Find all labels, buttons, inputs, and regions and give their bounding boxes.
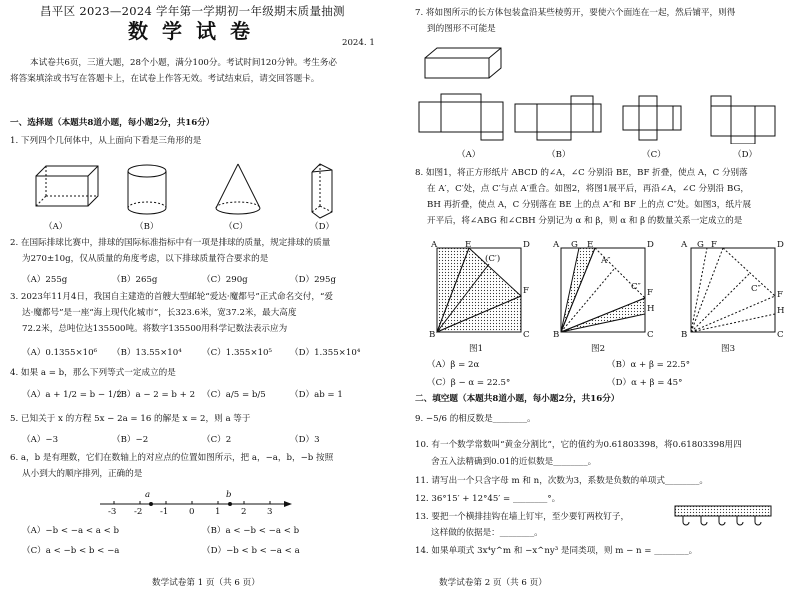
q4-option-c: （C）a/5 = b/5 — [202, 390, 266, 400]
q6-option-a: （A）−b < −a < a < b — [22, 526, 120, 536]
fig2-label-d: D — [647, 240, 654, 250]
notice-line-2: 将答案填涂或书写在答题卡上，在试卷上作答无效。考试结束后，请交回答题卡。 — [10, 74, 320, 84]
q8-option-b: （B）α + β = 22.5° — [607, 360, 691, 370]
fig2-label-e: E — [587, 240, 594, 250]
q2-option-c: （C）290g — [202, 275, 248, 285]
fig3-label-g: G — [697, 240, 704, 250]
fig3-label-f: F — [777, 290, 783, 300]
q1-label-c: （C） — [224, 222, 248, 232]
fig2-label-g: G — [571, 240, 578, 250]
net-a — [419, 94, 503, 140]
fig3-label-cpp: C″ — [751, 284, 761, 294]
right-page — [405, 0, 794, 595]
q1-figures — [30, 162, 380, 220]
q7-label-b: （B） — [547, 150, 571, 160]
fig1-label-cp: (C′) — [485, 254, 501, 264]
fig3-label-h: H — [777, 306, 785, 316]
exam-date: 2024. 1 — [342, 38, 375, 48]
net-b — [515, 96, 601, 140]
net-d — [711, 96, 775, 144]
fig2-label-c: C — [647, 330, 654, 340]
fig2-label-f: F — [647, 288, 653, 298]
q8-line-2: 在 A′，C′处，点 C′与点 A′重合。如图2，将图1展平后，再沿∠A，∠C 分别沿 BG， — [427, 184, 749, 194]
q7-label-d: （D） — [733, 150, 758, 160]
q8-option-d: （D）α + β = 45° — [607, 378, 683, 388]
q6-line-1: 6. a，b 是有理数，它们在数轴上的对应点的位置如图所示，把 a，−a，b，−b 按照 — [10, 453, 334, 463]
fig1-label-a: A — [431, 240, 438, 250]
q4-option-b: （B）a − 2 = b + 2 — [112, 390, 196, 400]
q7-nets — [415, 92, 785, 144]
q1-label-a: （A） — [44, 222, 68, 232]
q6-option-d: （D）−b < b < −a < a — [202, 546, 300, 556]
q6-option-b: （B）a < −b < −a < b — [202, 526, 300, 536]
q4-option-d: （D）ab = 1 — [290, 390, 343, 400]
triangular-prism-figure — [312, 164, 332, 218]
point-a-marker — [149, 502, 153, 506]
figure-1-caption: 图1 — [469, 344, 484, 354]
fig3-label-d: D — [777, 240, 784, 250]
q4-stem: 4. 如果 a = b，那么下列等式一定成立的是 — [10, 368, 176, 378]
q2-option-a: （A）255g — [22, 275, 68, 285]
fig3-label-b: B — [681, 330, 688, 340]
cone-figure — [216, 164, 260, 214]
fig3-label-a: A — [681, 240, 688, 250]
q2-line-2: 为270±10g，仅从质量的角度考虑，以下排球质量符合要求的是 — [22, 254, 269, 264]
box-figure — [423, 46, 513, 82]
q5-option-a: （A）−3 — [22, 435, 59, 445]
q1-label-b: （B） — [135, 222, 159, 232]
q11-text: 11. 请写出一个只含字母 m 和 n，次数为3，系数是负数的单项式________。 — [415, 476, 708, 486]
page-footer-1: 数学试卷第 1 页（共 6 页） — [152, 578, 260, 588]
q7-line-1: 7. 将如图所示的长方体包装盒沿某些棱剪开，要使六个面连在一起，然后铺平，则得 — [415, 8, 736, 18]
fig1-label-e: E — [465, 240, 472, 250]
q12-text: 12. 36°15′ + 12°45′ = ________°。 — [415, 494, 561, 504]
tick-label-2: 2 — [241, 507, 247, 517]
fig2-label-cpp: C″ — [631, 282, 641, 292]
q8-line-4: 开平后，将∠ABG 和∠CBH 分别记为 α 和 β，则 α 和 β 的数量关系一定成立的是 — [427, 216, 743, 226]
q7-label-a: （A） — [457, 150, 481, 160]
q7-line-2: 到的图形不可能是 — [427, 24, 496, 34]
q14-text: 14. 如果单项式 3x⁴y^m 和 −x^ny³ 是同类项，则 m − n = ________。 — [415, 546, 698, 556]
tick-label-3: 3 — [267, 507, 273, 517]
q3-option-d: （D）1.355×10⁴ — [290, 348, 361, 358]
q1-stem: 1. 下列四个几何体中，从上面向下看是三角形的是 — [10, 136, 202, 146]
fig3-label-f-top: F — [711, 240, 717, 250]
q5-stem: 5. 已知关于 x 的方程 5x − 2a = 16 的解是 x = 2，则 a 等于 — [10, 414, 251, 424]
fig2-label-a: A — [553, 240, 560, 250]
figure-1 — [437, 248, 521, 332]
notice-line-1: 本试卷共6页，三道大题，28个小题，满分100分。考试时间120分钟。考生务必 — [30, 58, 338, 68]
cylinder-figure — [128, 165, 166, 214]
point-b-label: b — [226, 490, 232, 500]
fig2-label-app: A″ — [601, 256, 611, 266]
tick-label-neg2: -2 — [134, 507, 143, 517]
q6-option-c: （C）a < −b < b < −a — [22, 546, 120, 556]
fig1-label-f: F — [523, 286, 529, 296]
q13-line-2: 这样做的依据是：________。 — [431, 528, 543, 538]
q3-line-2: 达·魔都号”是一座“海上现代化城市”，长323.6米，宽37.2米，最大高度 — [22, 308, 297, 318]
q2-line-1: 2. 在国际排球比赛中，排球的国际标准指标中有一项是排球的质量，规定排球的质量 — [10, 238, 331, 248]
subject-title: 数学试卷 — [128, 19, 264, 43]
q10-line-1: 10. 有一个数学常数叫“黄金分割比”，它的值约为0.61803398，将0.61803398用四 — [415, 440, 742, 450]
q8-line-1: 8. 如图1，将正方形纸片 ABCD 的∠A，∠C 分别沿 BE，BF 折叠，使点 A，C 分别落 — [415, 168, 748, 178]
q3-line-1: 3. 2023年11月4日，我国自主建造的首艘大型邮轮“爱达·魔都号”正式命名交付，“爱 — [10, 292, 333, 302]
point-a-label: a — [145, 490, 151, 500]
q2-option-b: （B）265g — [112, 275, 158, 285]
section-1-heading: 一、选择题（本题共8道小题，每小题2分，共16分） — [10, 118, 215, 128]
q8-option-a: （A）β = 2α — [427, 360, 480, 370]
figure-3 — [691, 248, 775, 332]
q3-option-c: （C）1.355×10⁵ — [202, 348, 272, 358]
tick-label-neg1: -1 — [160, 507, 169, 517]
exam-title: 昌平区 2023—2024 学年第一学期初一年级期末质量抽测 — [40, 4, 345, 18]
page-footer-2: 数学试卷第 2 页（共 6 页） — [439, 578, 547, 588]
net-c — [623, 96, 681, 140]
q5-option-b: （B）−2 — [112, 435, 149, 445]
fig1-label-b: B — [429, 330, 436, 340]
fig1-label-d: D — [523, 240, 530, 250]
q2-option-d: （D）295g — [290, 275, 336, 285]
q9-text: 9. −5/6 的相反数是________。 — [415, 414, 536, 424]
q13-line-1: 13. 要把一个横排挂钩在墙上钉牢，至少要钉两枚钉子， — [415, 512, 630, 522]
tick-label-1: 1 — [215, 507, 221, 517]
q1-label-d: （D） — [310, 222, 335, 232]
q3-option-a: （A）0.1355×10⁶ — [22, 348, 98, 358]
figure-2-caption: 图2 — [591, 344, 606, 354]
figure-3-caption: 图3 — [721, 344, 736, 354]
q3-line-3: 72.2米，总吨位达135500吨。将数字135500用科学记数法表示应为 — [22, 324, 288, 334]
tick-label-0: 0 — [189, 507, 195, 517]
q10-line-2: 舍五入法精确到0.01的近似数是________。 — [431, 457, 597, 467]
fig2-label-b: B — [553, 330, 560, 340]
tick-label-neg3: -3 — [108, 507, 117, 517]
q8-line-3: BH 再折叠，使点 A，C 分别落在 BE 上的点 A″和 BF 上的点 C″处。如图3，纸片展 — [427, 200, 752, 210]
fig1-label-c: C — [523, 330, 530, 340]
prism-figure — [36, 166, 98, 206]
fig2-label-h: H — [647, 304, 655, 314]
fig3-label-c: C — [777, 330, 784, 340]
q4-option-a: （A）a + 1/2 = b − 1/2 — [22, 390, 122, 400]
q5-option-d: （D）3 — [290, 435, 320, 445]
q8-option-c: （C）β − α = 22.5° — [427, 378, 511, 388]
q5-option-c: （C）2 — [202, 435, 232, 445]
section-2-heading: 二、填空题（本题共8道小题，每小题2分，共16分） — [415, 394, 620, 404]
q7-label-c: （C） — [642, 150, 666, 160]
point-b-marker — [228, 502, 232, 506]
hook-rack-figure — [671, 502, 775, 528]
number-line — [96, 488, 296, 522]
q3-option-b: （B）13.55×10⁴ — [112, 348, 182, 358]
q6-line-2: 从小到大的顺序排列，正确的是 — [22, 469, 143, 479]
